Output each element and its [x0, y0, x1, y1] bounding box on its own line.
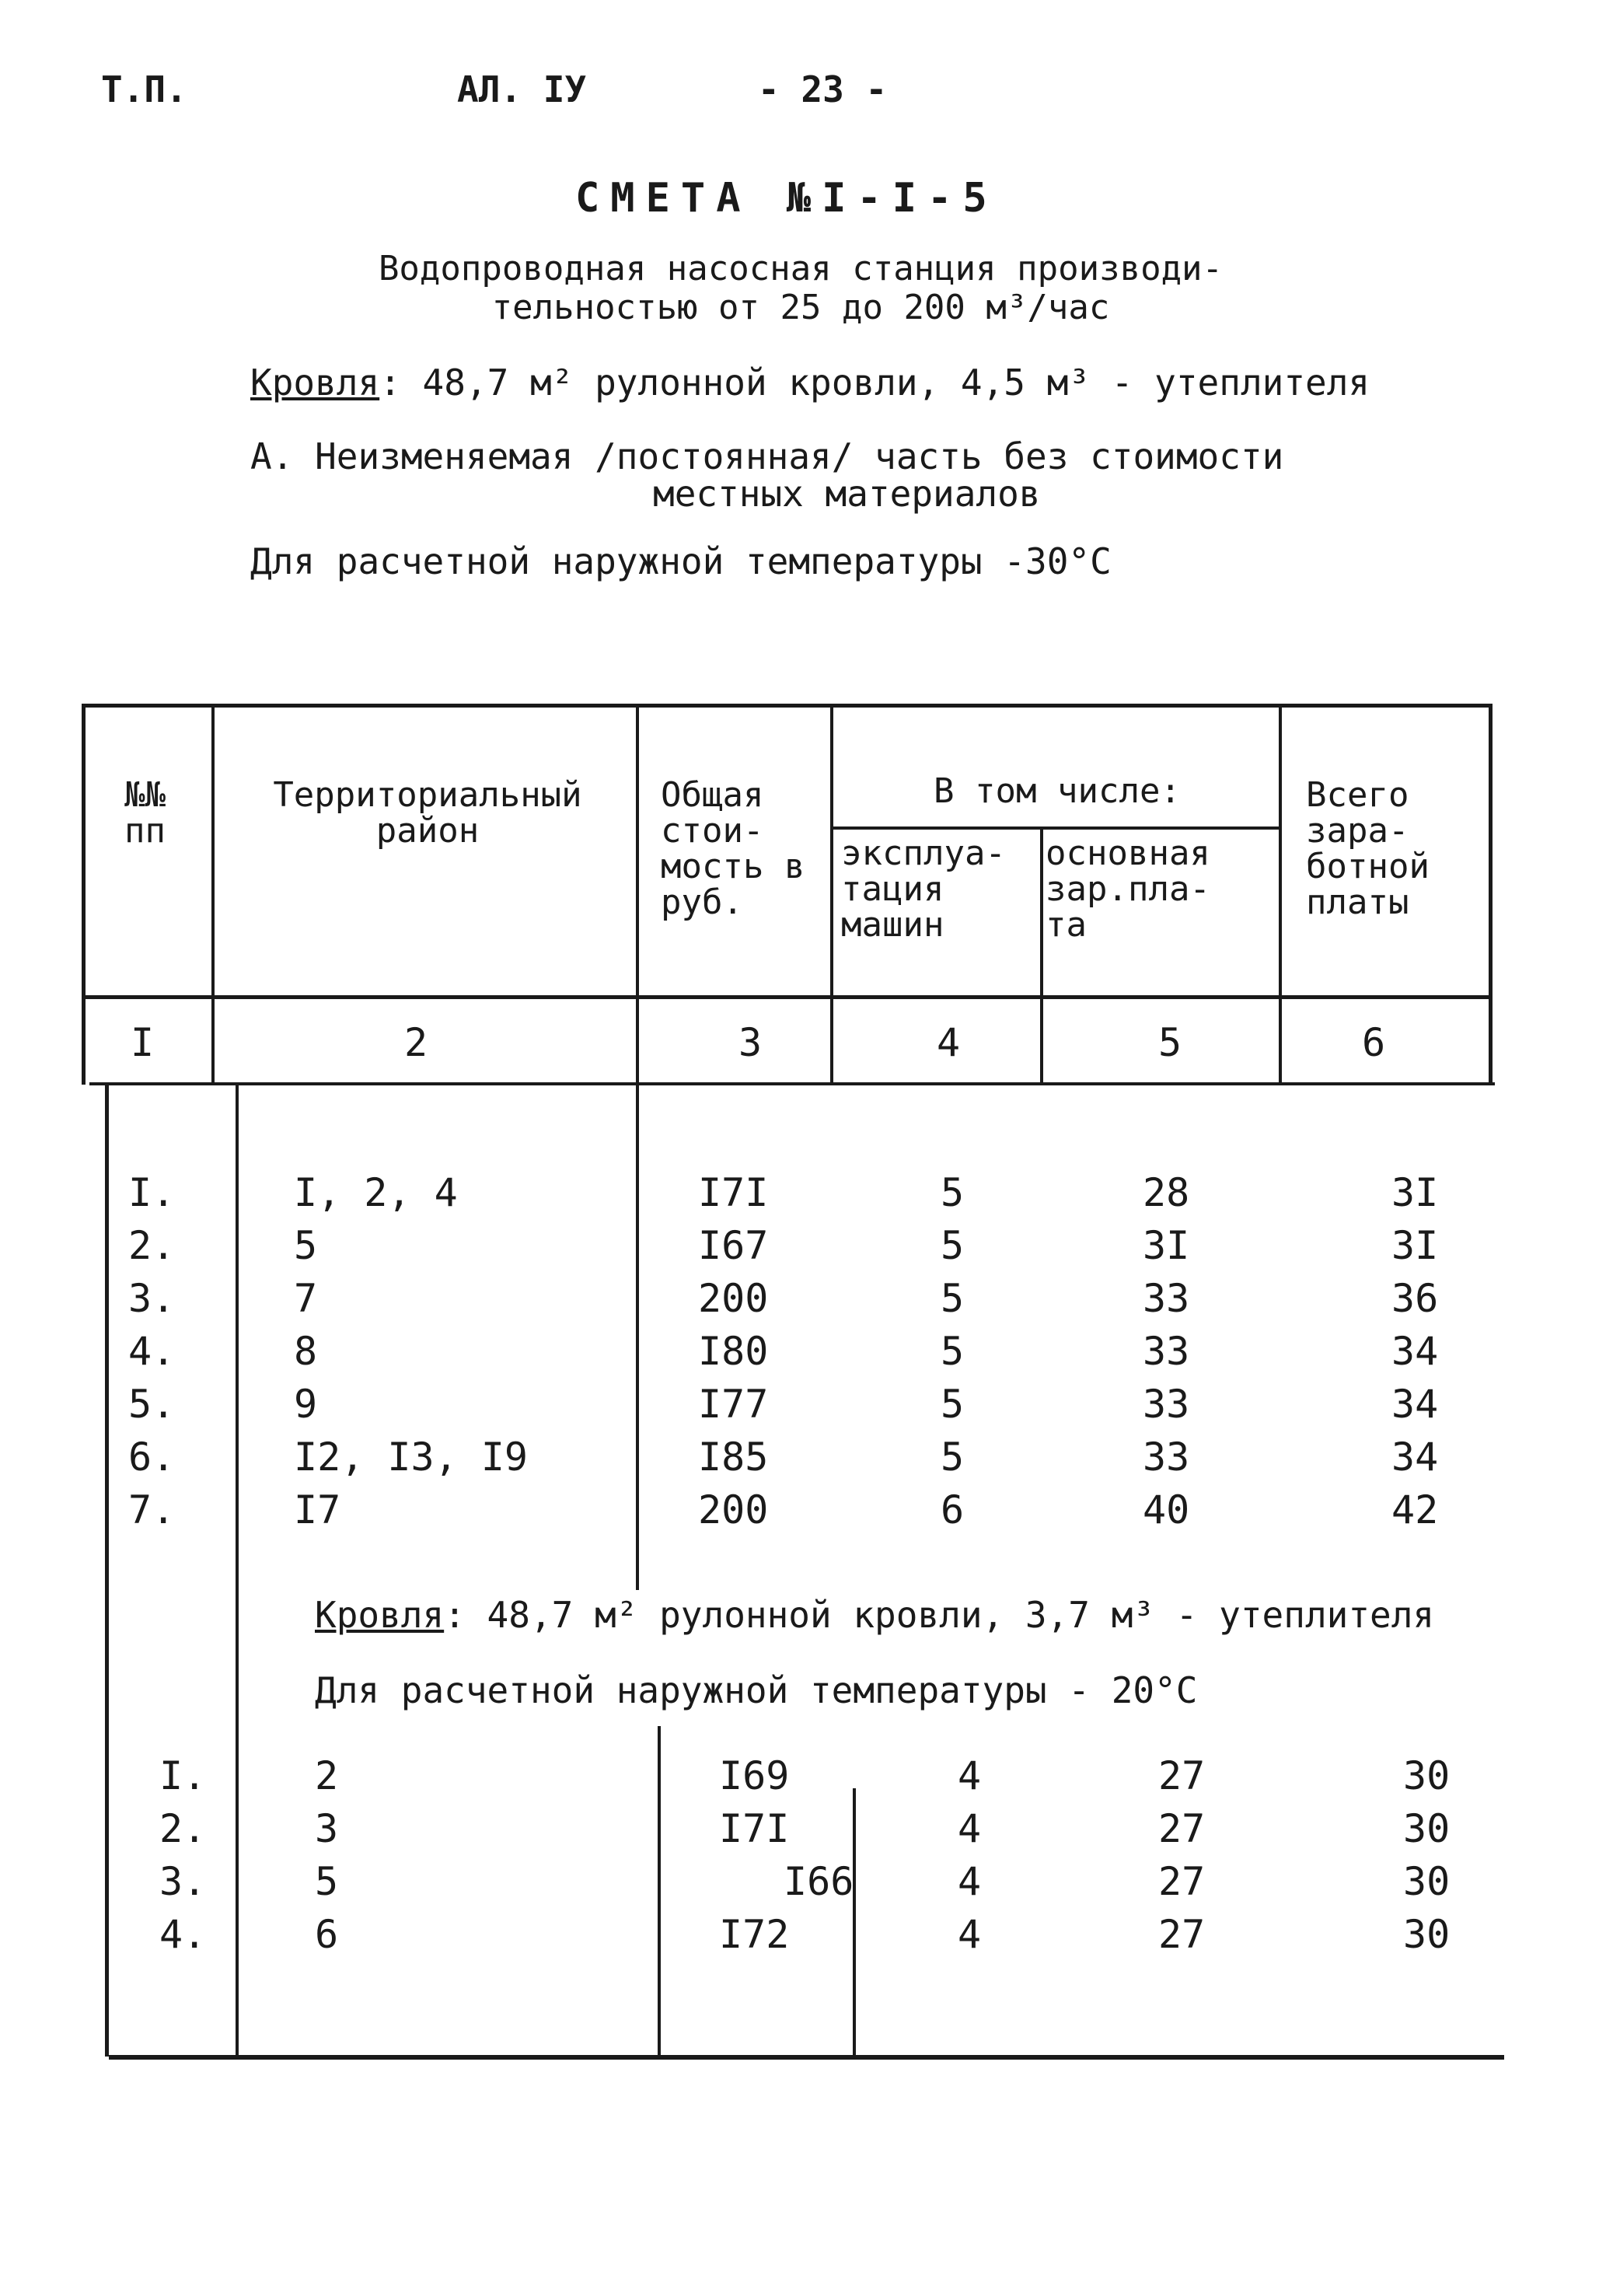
design-temperature-2: Для расчетной наружной температуры - 20°С	[315, 1669, 1198, 1711]
row-total: 200	[698, 1487, 769, 1532]
row-total: I67	[698, 1223, 769, 1268]
row-region: I, 2, 4	[294, 1170, 458, 1215]
row-machines: 5	[941, 1170, 965, 1215]
row-number: 4.	[128, 1329, 176, 1374]
col-number-2: 2	[404, 1020, 428, 1065]
header-total-wage: Всего зара- ботной платы	[1306, 775, 1430, 922]
header-row-number: №№ пп	[124, 775, 166, 851]
row-all-wage: 3I	[1391, 1170, 1439, 1215]
row-machines: 5	[941, 1329, 965, 1374]
row-total: I7I	[698, 1170, 769, 1215]
row-total: I85	[698, 1435, 769, 1480]
row-total: 200	[698, 1276, 769, 1321]
header-total-cost: Общая стои- мость в руб.	[661, 775, 805, 922]
row-total: I66	[784, 1859, 854, 1904]
row-machines: 6	[941, 1487, 965, 1532]
row-wage: 28	[1143, 1170, 1190, 1215]
row-wage: 27	[1158, 1753, 1206, 1798]
row-all-wage: 3I	[1391, 1223, 1439, 1268]
row-number: 2.	[159, 1806, 207, 1851]
row-number: 6.	[128, 1435, 176, 1480]
row-wage: 33	[1143, 1435, 1190, 1480]
row-total: I77	[698, 1382, 769, 1427]
row-wage: 40	[1143, 1487, 1190, 1532]
row-region: 3	[315, 1806, 339, 1851]
row-wage: 3I	[1143, 1223, 1190, 1268]
row-number: 3.	[128, 1276, 176, 1321]
design-temperature-1: Для расчетной наружной температуры -30°С	[250, 540, 1112, 582]
row-machines: 4	[958, 1753, 982, 1798]
row-machines: 4	[958, 1806, 982, 1851]
roof-spec-2	[315, 1594, 1434, 1636]
roof-spec-1	[250, 362, 1370, 404]
row-region: 8	[294, 1329, 318, 1374]
row-number: I.	[159, 1753, 207, 1798]
row-machines: 4	[958, 1859, 982, 1904]
row-region: 5	[315, 1859, 339, 1904]
row-total: I72	[719, 1912, 790, 1957]
page-number: - 23 -	[758, 68, 888, 110]
subtitle-line-1: Водопроводная насосная станция производи-	[378, 249, 1224, 288]
row-region: 9	[294, 1382, 318, 1427]
row-region: 5	[294, 1223, 318, 1268]
roof-text-2: : 48,7 м² рулонной кровли, 3,7 м³ - утеплителя	[444, 1594, 1435, 1636]
row-number: 7.	[128, 1487, 176, 1532]
row-number: 3.	[159, 1859, 207, 1904]
row-all-wage: 34	[1391, 1382, 1439, 1427]
row-machines: 5	[941, 1223, 965, 1268]
roof-label-2: Кровля	[315, 1594, 445, 1636]
album-number: АЛ. IУ	[457, 68, 587, 110]
row-wage: 27	[1158, 1912, 1206, 1957]
row-all-wage: 36	[1391, 1276, 1439, 1321]
col-number-4: 4	[937, 1020, 961, 1065]
subtitle-line-2: тельностью от 25 до 200 м³/час	[491, 288, 1110, 327]
row-region: 2	[315, 1753, 339, 1798]
row-number: 4.	[159, 1912, 207, 1957]
row-total: I80	[698, 1329, 769, 1374]
col-number-3: 3	[738, 1020, 763, 1065]
row-number: 2.	[128, 1223, 176, 1268]
header-including: В том числе:	[934, 771, 1181, 811]
col-number-5: 5	[1158, 1020, 1182, 1065]
roof-text: : 48,7 м² рулонной кровли, 4,5 м³ - утеплителя	[379, 362, 1370, 404]
roof-label: Кровля	[250, 362, 380, 404]
header-territorial-region: Территориальный район	[273, 775, 582, 851]
row-wage: 33	[1143, 1382, 1190, 1427]
row-machines: 5	[941, 1435, 965, 1480]
row-all-wage: 34	[1391, 1435, 1439, 1480]
row-wage: 27	[1158, 1806, 1206, 1851]
row-wage: 33	[1143, 1276, 1190, 1321]
part-a-line-1: А. Неизменяемая /постоянная/ часть без стоимости	[250, 435, 1284, 477]
doc-code: Т.П.	[101, 68, 187, 110]
header-base-wage: основная зар.пла- та	[1046, 833, 1210, 945]
row-all-wage: 30	[1403, 1859, 1451, 1904]
row-machines: 4	[958, 1912, 982, 1957]
row-wage: 27	[1158, 1859, 1206, 1904]
row-region: I7	[294, 1487, 341, 1532]
col-number-1: I	[131, 1020, 155, 1065]
row-number: 5.	[128, 1382, 176, 1427]
header-machine-operation: эксплуа- тация машин	[841, 833, 1006, 945]
row-all-wage: 34	[1391, 1329, 1439, 1374]
row-machines: 5	[941, 1382, 965, 1427]
row-total: I7I	[719, 1806, 790, 1851]
row-region: I2, I3, I9	[294, 1435, 529, 1480]
part-a-line-2: местных материалов	[653, 473, 1041, 515]
row-region: 7	[294, 1276, 318, 1321]
row-region: 6	[315, 1912, 339, 1957]
row-number: I.	[128, 1170, 176, 1215]
row-all-wage: 30	[1403, 1912, 1451, 1957]
row-wage: 33	[1143, 1329, 1190, 1374]
row-all-wage: 30	[1403, 1806, 1451, 1851]
row-machines: 5	[941, 1276, 965, 1321]
estimate-title: СМЕТА №I-I-5	[575, 175, 998, 222]
row-total: I69	[719, 1753, 790, 1798]
col-number-6: 6	[1362, 1020, 1386, 1065]
row-all-wage: 30	[1403, 1753, 1451, 1798]
row-all-wage: 42	[1391, 1487, 1439, 1532]
